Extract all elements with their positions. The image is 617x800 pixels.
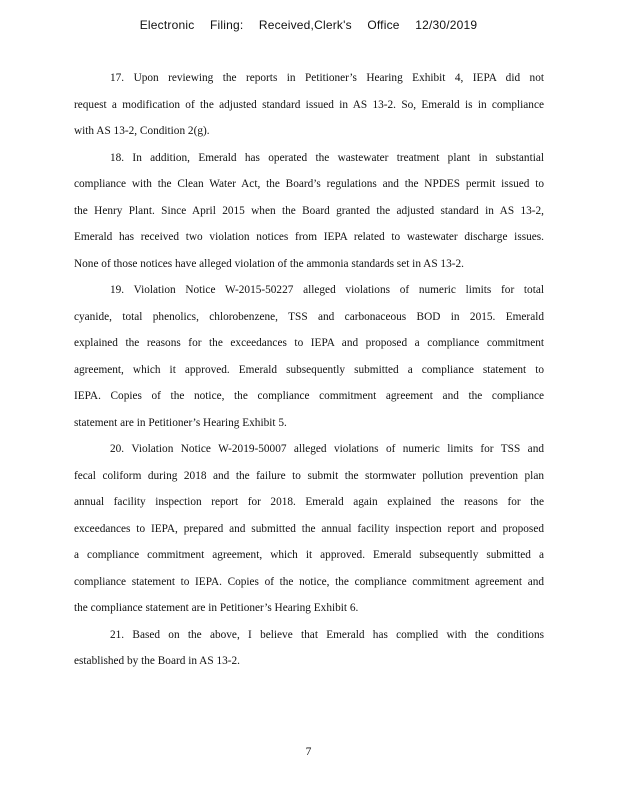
paragraph-line: the Henry Plant. Since April 2015 when the Board granted the adjusted standard in AS 13-2, <box>74 204 544 217</box>
paragraph-line: compliance with the Clean Water Act, the Board’s regulations and the NPDES permit issued to <box>74 178 544 190</box>
filing-stamp-header <box>0 18 617 32</box>
paragraph-line: request a modification of the adjusted standard issued in AS 13-2. So, Emerald is in compliance <box>74 98 544 111</box>
paragraph-line: fecal coliform during 2018 and the failure to submit the stormwater pollution prevention plan <box>74 469 544 482</box>
paragraph-line: annual facility inspection report for 2018. Emerald again explained the reasons for the <box>74 496 544 508</box>
paragraph-19 <box>74 277 544 436</box>
paragraph-line: 19. Violation Notice W-2015-50227 alleged violations of numeric limits for total <box>110 284 544 296</box>
paragraph-line: statement are in Petitioner’s Hearing Exhibit 5. <box>74 416 287 429</box>
paragraph-line: with AS 13-2, Condition 2(g). <box>74 125 210 137</box>
header-electronic: Electronic <box>139 18 195 32</box>
paragraph-line: exceedances to IEPA, prepared and submitted the annual facility inspection report and proposed <box>74 522 544 535</box>
page-number: 7 <box>305 746 312 758</box>
paragraph-21 <box>74 622 544 675</box>
paragraph-line: compliance statement to IEPA. Copies of the notice, the compliance commitment agreement and <box>74 575 544 588</box>
paragraph-line: a compliance commitment agreement, which it approved. Emerald subsequently submitted a <box>74 549 544 561</box>
paragraph-line: cyanide, total phenolics, chlorobenzene, TSS and carbonaceous BOD in 2015. Emerald <box>74 310 544 323</box>
header-filing: Filing: <box>209 18 244 32</box>
paragraph-20 <box>74 436 544 622</box>
paragraph-line: 17. Upon reviewing the reports in Petitioner’s Hearing Exhibit 4, IEPA did not <box>110 72 544 84</box>
paragraph-line: 18. In addition, Emerald has operated the wastewater treatment plant in substantial <box>110 151 544 164</box>
paragraph-17 <box>74 65 544 145</box>
document-body <box>74 65 544 675</box>
paragraph-line: established by the Board in AS 13-2. <box>74 655 240 667</box>
paragraph-line: IEPA. Copies of the notice, the compliance commitment agreement and the compliance <box>74 390 544 402</box>
paragraph-line: agreement, which it approved. Emerald subsequently submitted a compliance statement to <box>74 363 544 376</box>
paragraph-18 <box>74 145 544 278</box>
paragraph-line: explained the reasons for the exceedances to IEPA and proposed a compliance commitment <box>74 337 544 349</box>
paragraph-line: the compliance statement are in Petitioner’s Hearing Exhibit 6. <box>74 602 359 614</box>
paragraph-line: 21. Based on the above, I believe that Emerald has complied with the conditions <box>110 628 544 641</box>
header-date: 12/30/2019 <box>415 18 478 32</box>
paragraph-line: Emerald has received two violation notices from IEPA related to wastewater discharge issues. <box>74 231 544 243</box>
header-received-clerk: Received,Clerk's <box>258 18 352 32</box>
paragraph-line: None of those notices have alleged violation of the ammonia standards set in AS 13-2. <box>74 257 464 270</box>
paragraph-line: 20. Violation Notice W-2019-50007 alleged violations of numeric limits for TSS and <box>110 443 544 455</box>
header-office: Office <box>367 18 400 32</box>
